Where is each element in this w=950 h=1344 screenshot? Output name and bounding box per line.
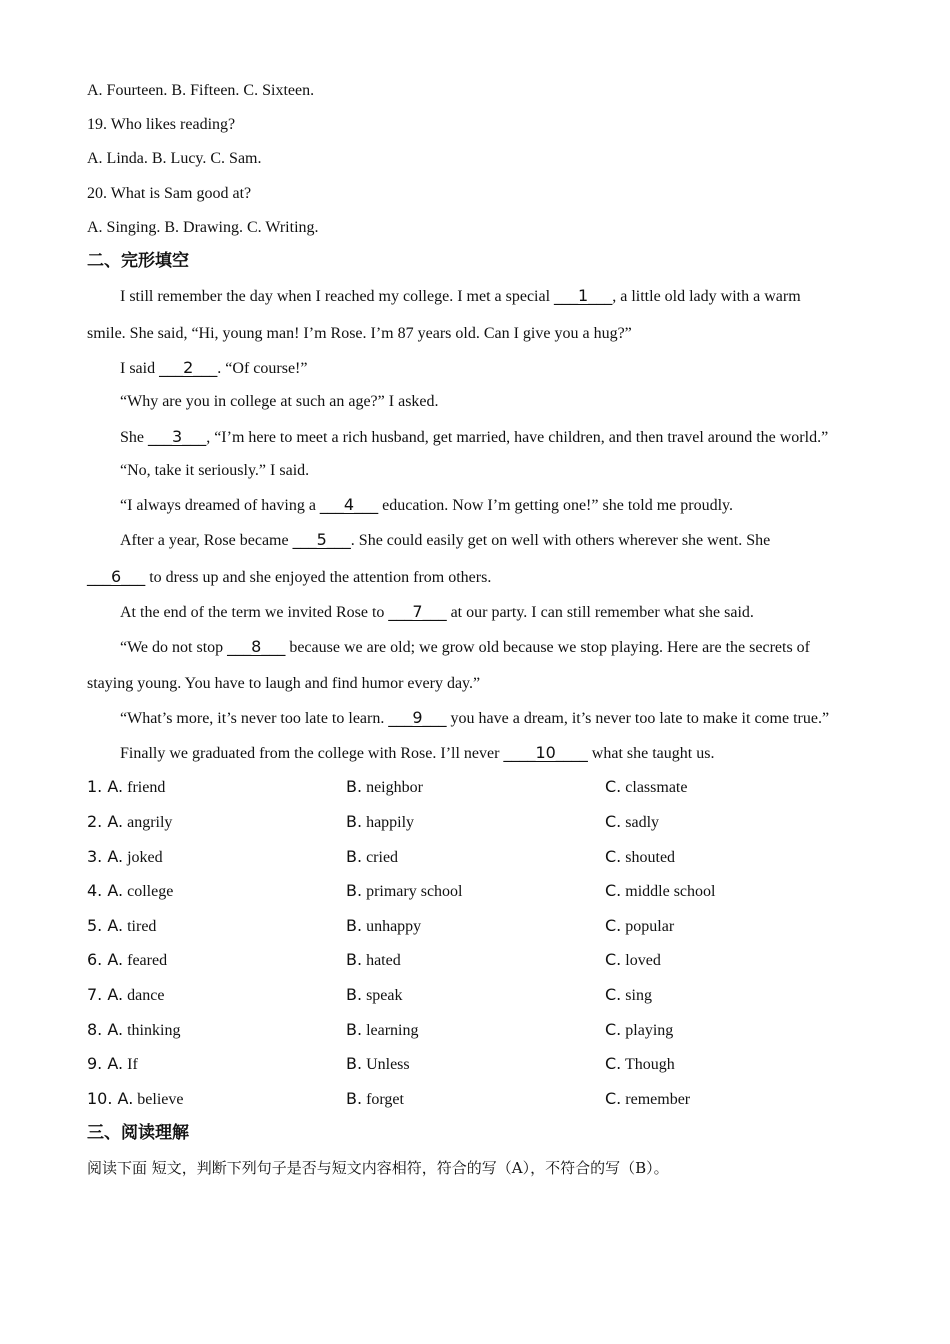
cloze-paragraph-4 [120, 427, 828, 448]
option-row-1 [87, 777, 867, 797]
blank-3: ___3___ [148, 427, 207, 446]
option-label: 6. A. [87, 950, 124, 969]
cloze-text: . She could easily get on well with others wherever she went. She [350, 532, 771, 549]
cloze-text: . “Of course!” [217, 360, 308, 377]
cloze-text: , “I’m here to meet a rich husband, get married, have children, and then travel around the world.” [206, 429, 829, 446]
option-label: C. [605, 847, 622, 866]
option-label: 7. A. [87, 985, 124, 1004]
option-a [87, 777, 165, 798]
option-text: Though [624, 1056, 675, 1073]
option-c [605, 812, 659, 833]
option-text: hated [366, 952, 401, 969]
option-text: learning [366, 1022, 419, 1039]
option-row-4 [87, 881, 867, 901]
blank-5: ___5___ [292, 530, 351, 549]
option-text: popular [625, 918, 675, 935]
cloze-paragraph-7-cont [87, 567, 491, 588]
option-label: B. [346, 1054, 363, 1073]
option-a [87, 847, 163, 868]
option-c [605, 881, 715, 902]
option-text: unhappy [366, 918, 422, 935]
option-c [605, 1089, 690, 1110]
option-b [346, 1089, 404, 1110]
option-label: C. [605, 916, 622, 935]
option-text: dance [127, 987, 165, 1004]
reading-heading: 三、阅读理解 [87, 1123, 189, 1143]
option-label: B. [346, 1020, 363, 1039]
option-label: 1. A. [87, 777, 124, 796]
option-text: sadly [625, 814, 660, 831]
cloze-text: “I always dreamed of having a [120, 497, 320, 514]
option-label: 4. A. [87, 881, 124, 900]
cloze-text: education. Now I’m getting one!” she told me proudly. [378, 497, 733, 514]
option-text: college [127, 883, 174, 900]
blank-10: ____10____ [503, 743, 588, 762]
cloze-paragraph-3: “Why are you in college at such an age?” I asked. [120, 393, 439, 410]
blank-2: ___2___ [159, 358, 218, 377]
cloze-text: to dress up and she enjoyed the attention from others. [145, 569, 492, 586]
option-b [346, 847, 398, 868]
option-row-3 [87, 847, 867, 867]
option-b [346, 777, 423, 798]
option-text: tired [127, 918, 157, 935]
option-label: 10. A. [87, 1089, 134, 1108]
option-a [87, 916, 156, 937]
option-a [87, 1054, 138, 1075]
blank-9: ___9___ [388, 708, 447, 727]
option-a [87, 1089, 183, 1110]
option-label: 8. A. [87, 1020, 124, 1039]
option-text: remember [625, 1091, 691, 1108]
option-b [346, 881, 462, 902]
option-row-6 [87, 950, 867, 970]
option-label: B. [346, 1089, 363, 1108]
cloze-paragraph-6 [120, 495, 733, 516]
cloze-text: At the end of the term we invited Rose to [120, 604, 389, 621]
option-text: angrily [127, 814, 173, 831]
option-text: happily [366, 814, 415, 831]
option-label: 2. A. [87, 812, 124, 831]
option-label: B. [346, 881, 363, 900]
option-label: 3. A. [87, 847, 124, 866]
cloze-text: at our party. I can still remember what she said. [446, 604, 754, 621]
cloze-heading: 二、完形填空 [87, 251, 189, 271]
option-label: C. [605, 1089, 622, 1108]
option-row-9 [87, 1054, 867, 1074]
option-label: C. [605, 1054, 622, 1073]
cloze-text: I still remember the day when I reached my college. I met a special [120, 288, 555, 305]
option-a [87, 950, 167, 971]
option-text: loved [625, 952, 661, 969]
option-text: thinking [127, 1022, 181, 1039]
cloze-paragraph-11 [120, 743, 714, 764]
option-label: B. [346, 916, 363, 935]
option-text: speak [366, 987, 403, 1004]
option-a [87, 985, 164, 1006]
cloze-paragraph-5: “No, take it seriously.” I said. [120, 462, 310, 479]
cloze-paragraph-7 [120, 530, 770, 551]
option-text: primary school [366, 883, 463, 900]
cloze-paragraph-2 [120, 358, 307, 379]
cloze-text: Finally we graduated from the college with Rose. I’ll never [120, 745, 504, 762]
option-label: C. [605, 812, 622, 831]
option-c [605, 777, 687, 798]
option-label: C. [605, 777, 622, 796]
option-a [87, 812, 172, 833]
option-text: sing [625, 987, 652, 1004]
blank-7: ___7___ [388, 602, 447, 621]
cloze-paragraph-9 [120, 637, 810, 658]
option-text: middle school [625, 883, 716, 900]
option-label: B. [346, 777, 363, 796]
option-label: B. [346, 812, 363, 831]
option-c [605, 847, 675, 868]
cloze-text: “We do not stop [120, 639, 228, 656]
option-label: B. [346, 847, 363, 866]
option-text: believe [137, 1091, 184, 1108]
option-text: If [127, 1056, 138, 1073]
option-a [87, 881, 173, 902]
option-b [346, 1020, 418, 1041]
blank-6: ___6___ [87, 567, 146, 586]
cloze-paragraph-1-cont: smile. She said, “Hi, young man! I’m Rose. I’m 87 years old. Can I give you a hug?” [87, 325, 632, 342]
option-c [605, 916, 674, 937]
option-label: C. [605, 950, 622, 969]
option-c [605, 950, 661, 971]
option-text: neighbor [366, 779, 423, 796]
option-text: classmate [625, 779, 688, 796]
option-text: joked [127, 849, 163, 866]
option-text: Unless [366, 1056, 410, 1073]
option-text: shouted [625, 849, 676, 866]
option-text: feared [127, 952, 168, 969]
option-a [87, 1020, 180, 1041]
option-label: C. [605, 881, 622, 900]
option-row-7 [87, 985, 867, 1005]
option-b [346, 985, 403, 1006]
cloze-paragraph-1 [120, 286, 801, 307]
listening-options-20: A. Singing. B. Drawing. C. Writing. [87, 219, 319, 236]
option-c [605, 985, 652, 1006]
cloze-text: “What’s more, it’s never too late to learn. [120, 710, 389, 727]
question-20: 20. What is Sam good at? [87, 185, 252, 202]
option-b [346, 950, 401, 971]
option-text: playing [625, 1022, 674, 1039]
cloze-text: She [120, 429, 148, 446]
cloze-text: what she taught us. [587, 745, 715, 762]
option-c [605, 1054, 675, 1075]
option-b [346, 916, 421, 937]
option-row-10 [87, 1089, 867, 1109]
option-c [605, 1020, 673, 1041]
option-text: forget [366, 1091, 404, 1108]
option-label: C. [605, 1020, 622, 1039]
listening-options-18: A. Fourteen. B. Fifteen. C. Sixteen. [87, 82, 315, 99]
option-b [346, 1054, 410, 1075]
option-text: friend [127, 779, 166, 796]
cloze-paragraph-9-cont: staying young. You have to laugh and find humor every day.” [87, 675, 481, 692]
cloze-paragraph-8 [120, 602, 754, 623]
option-label: 9. A. [87, 1054, 124, 1073]
cloze-paragraph-10 [120, 708, 829, 729]
reading-instruction: 阅读下面 短文，判断下列句子是否与短文内容相符，符合的写（A），不符合的写（B）。 [87, 1159, 669, 1177]
blank-4: ___4___ [319, 495, 379, 514]
cloze-text: because we are old; we grow old because we stop playing. Here are the secrets of [285, 639, 810, 656]
listening-options-19: A. Linda. B. Lucy. C. Sam. [87, 150, 262, 167]
option-label: B. [346, 950, 363, 969]
option-label: 5. A. [87, 916, 124, 935]
option-row-8 [87, 1020, 867, 1040]
option-text: cried [366, 849, 399, 866]
cloze-text: After a year, Rose became [120, 532, 293, 549]
option-b [346, 812, 414, 833]
question-19: 19. Who likes reading? [87, 116, 236, 133]
cloze-text: I said [120, 360, 160, 377]
blank-1: ___1___ [554, 286, 613, 305]
option-label: C. [605, 985, 622, 1004]
option-row-5 [87, 916, 867, 936]
option-row-2 [87, 812, 867, 832]
cloze-text: , a little old lady with a warm [612, 288, 801, 305]
blank-8: ___8___ [227, 637, 286, 656]
option-label: B. [346, 985, 363, 1004]
cloze-text: you have a dream, it’s never too late to make it come true.” [446, 710, 830, 727]
